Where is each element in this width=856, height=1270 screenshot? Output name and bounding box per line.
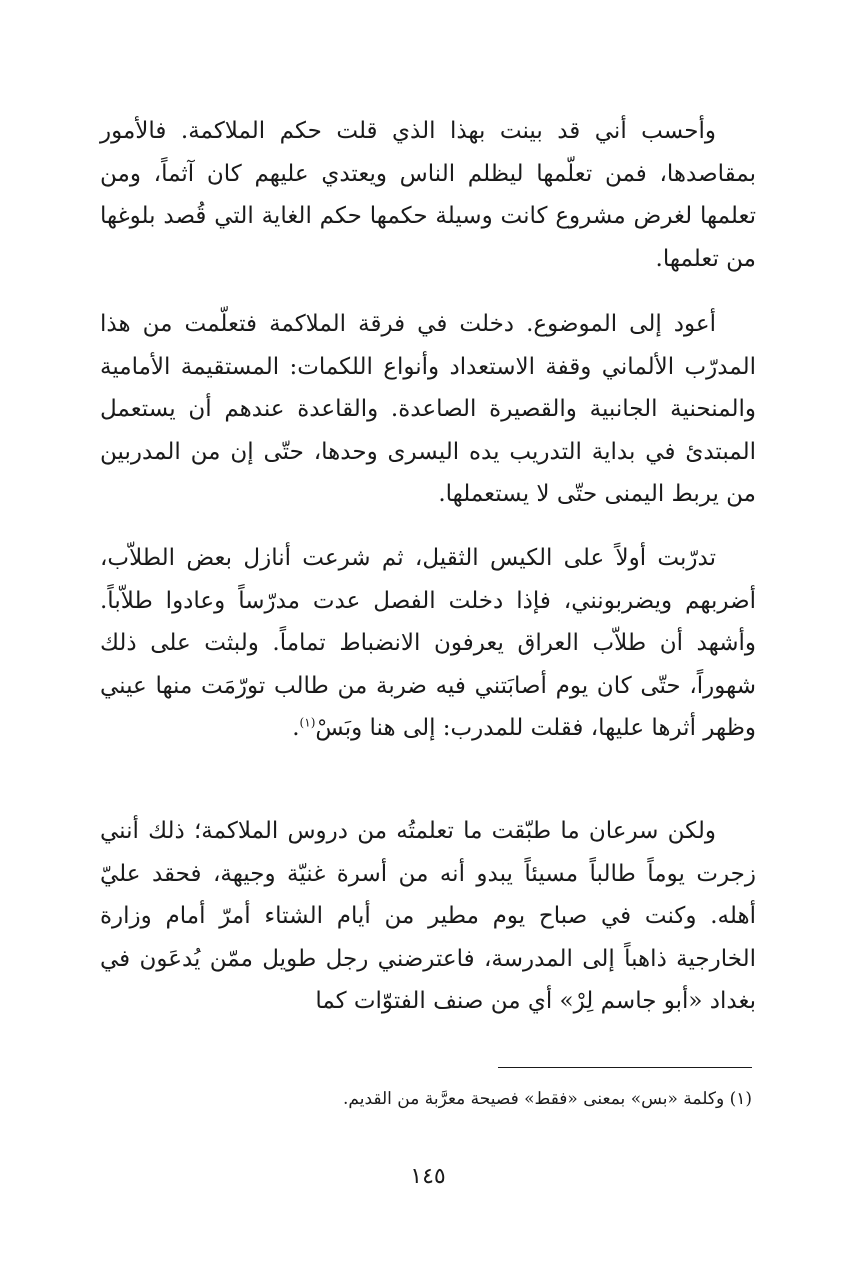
paragraph-text	[100, 537, 756, 750]
footnote-reference: (١)	[299, 715, 316, 730]
paragraph-2	[100, 303, 756, 516]
paragraph-3-body: تدرّبت أولاً على الكيس الثقيل، ثم شرعت أنازل بعض الطلاّب، أضربهم ويضربونني، فإذا دخلت الفصل عدت مدرّساً وعادوا طلاّباً. وأشهد أن طلاّب العراق يعرفون الانضباط تماماً. ولبثت على ذلك شهوراً، حتّى كان يوم أصابَتني فيه ضربة من طالب تورّمَت منها عيني وظهر أثرها عليها، فقلت للمدرب: إلى هنا وبَسْ	[100, 545, 756, 741]
paragraph-4	[100, 810, 756, 1023]
paragraph-1	[100, 110, 756, 280]
paragraph-3	[100, 537, 756, 750]
paragraph-text: أعود إلى الموضوع. دخلت في فرقة الملاكمة فتعلّمت من هذا المدرّب الألماني وقفة الاستعداد وأنواع اللكمات: المستقيمة الأمامية والمنحنية الجانبية والقصيرة الصاعدة. والقاعدة عندهم أن يستعمل المبتدئ في بداية التدريب يده اليسرى وحدها، حتّى إن من المدربين من يربط اليمنى حتّى لا يستعملها.	[100, 311, 756, 507]
footnote: (١) وكلمة «بس» بمعنى «فقط» فصيحة معرَّبة من القديم.	[343, 1089, 752, 1109]
paragraph-3-period: .	[292, 715, 300, 741]
paragraph-text: ولكن سرعان ما طبّقت ما تعلمتُه من دروس الملاكمة؛ ذلك أنني زجرت يوماً طالباً مسيئاً يبدو أنه من أسرة غنيّة وجيهة، فحقد عليّ أهله. وكنت في صباح يوم مطير من أيام الشتاء أمرّ أمام وزارة الخارجية ذاهباً إلى المدرسة، فاعترضني رجل طويل ممّن يُدعَون في بغداد «أبو جاسم لِرْ» أي من صنف الفتوّات كما	[100, 818, 756, 1014]
footnote-divider	[498, 1067, 752, 1068]
page-number: ١٤٥	[410, 1164, 446, 1189]
paragraph-text: وأحسب أني قد بينت بهذا الذي قلت حكم الملاكمة. فالأمور بمقاصدها، فمن تعلّمها ليظلم الناس ويعتدي عليهم كان آثماً، ومن تعلمها لغرض مشروع كانت وسيلة حكمها حكم الغاية التي قُصد بلوغها من تعلمها.	[100, 118, 756, 272]
